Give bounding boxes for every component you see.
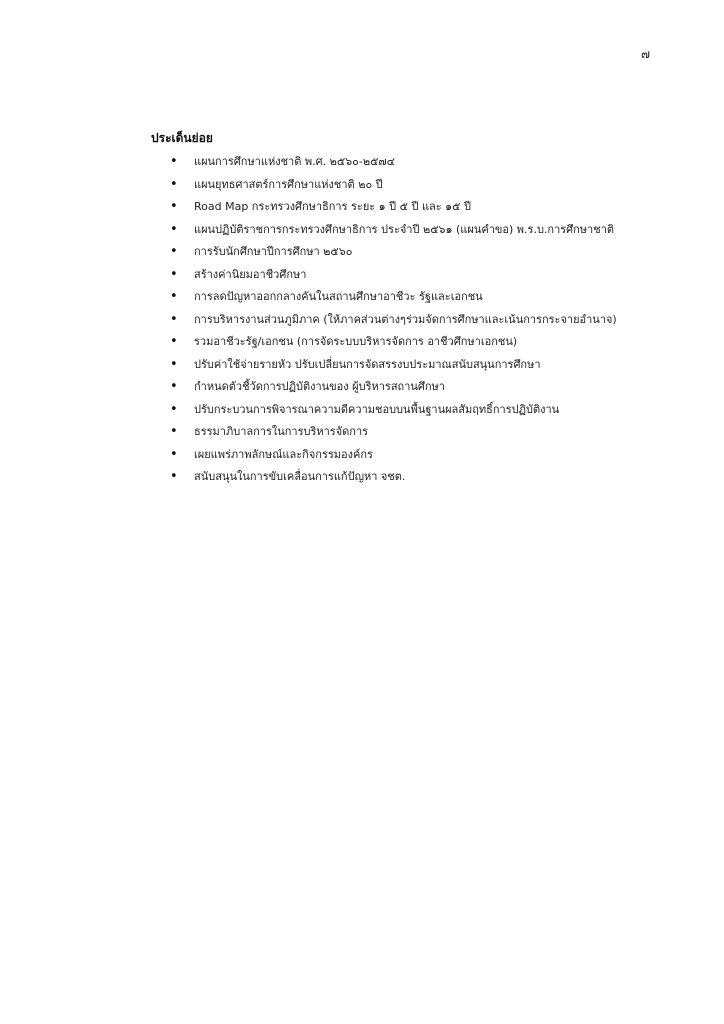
list-item: [170, 242, 670, 265]
list-item-text: ธรรมาภิบาลการในการบริหารจัดการ: [194, 425, 369, 438]
bullet-icon: •: [170, 176, 178, 192]
list-item-text: ปรับค่าใช้จ่ายรายหัว ปรับเปลี่ยนการจัดสรรงบประมาณสนับสนุนการศึกษา: [194, 357, 541, 371]
list-item-text: สร้างค่านิยมอาชีวศึกษา: [194, 267, 307, 281]
list-item-text: สนับสนุนในการขับเคลื่อนการแก้ปัญหา จชต.: [194, 470, 406, 483]
list-item-text: Road Map กระทรวงศึกษาธิการ ระยะ ๑ ปี ๕ ปี และ ๑๕ ปี: [194, 200, 471, 213]
list-item-text: การลดปัญหาออกกลางคันในสถานศึกษาอาชีวะ รัฐและเอกชน: [194, 290, 483, 303]
bullet-icon: •: [170, 424, 178, 439]
bullet-icon: •: [170, 244, 178, 259]
list-item-text: แผนปฏิบัติราชการกระทรวงศึกษาธิการ ประจำปี ๒๕๖๑ (แผนคำขอ) พ.ร.บ.การศึกษาชาติ: [194, 222, 615, 236]
bullet-icon: •: [170, 379, 178, 394]
bullet-icon: •: [170, 334, 178, 349]
list-item: [170, 265, 670, 288]
section-heading: ประเด็นย่อย: [151, 131, 213, 145]
list-item: [170, 355, 670, 378]
bullet-icon: •: [170, 446, 178, 462]
bullet-list: [170, 152, 670, 490]
list-item-text: การรับนักศึกษาปีการศึกษา ๒๕๖๐: [194, 245, 353, 258]
list-item-text: การบริหารงานส่วนภูมิภาค (ให้ภาคส่วนต่างๆร่วมจัดการศึกษาและเน้นการกระจายอำนาจ): [194, 312, 617, 326]
bullet-icon: •: [170, 401, 178, 417]
list-item: [170, 445, 670, 468]
list-item: [170, 175, 670, 198]
list-item: [170, 377, 670, 400]
bullet-icon: •: [170, 221, 178, 237]
list-item: [170, 422, 670, 445]
list-item: [170, 197, 670, 220]
list-item: [170, 152, 670, 175]
list-item-text: รวมอาชีวะรัฐ/เอกชน (การจัดระบบบริหารจัดการ อาชีวศึกษาเอกชน): [194, 335, 518, 348]
bullet-icon: •: [170, 311, 178, 327]
list-item-text: กำหนดตัวชี้วัดการปฏิบัติงานของ ผู้บริหารสถานศึกษา: [194, 380, 445, 393]
list-item: [170, 467, 670, 490]
bullet-icon: •: [170, 356, 178, 372]
list-item: [170, 400, 670, 423]
list-item: [170, 332, 670, 355]
bullet-icon: •: [170, 154, 178, 169]
page-number: ๗: [640, 47, 650, 61]
bullet-icon: •: [170, 469, 178, 484]
bullet-icon: •: [170, 199, 178, 214]
list-item: [170, 220, 670, 243]
list-item-text: ปรับกระบวนการพิจารณาความดีความชอบบนพื้นฐานผลสัมฤทธิ์การปฏิบัติงาน: [194, 402, 560, 416]
list-item: [170, 287, 670, 310]
list-item-text: เผยแพร่ภาพลักษณ์และกิจกรรมองค์กร: [194, 447, 373, 461]
list-item-text: แผนยุทธศาสตร์การศึกษาแห่งชาติ ๒๐ ปี: [194, 177, 383, 191]
list-item-text: แผนการศึกษาแห่งชาติ พ.ศ. ๒๕๖๐-๒๕๗๔: [194, 155, 396, 168]
list-item: [170, 310, 670, 333]
bullet-icon: •: [170, 266, 178, 282]
bullet-icon: •: [170, 289, 178, 304]
